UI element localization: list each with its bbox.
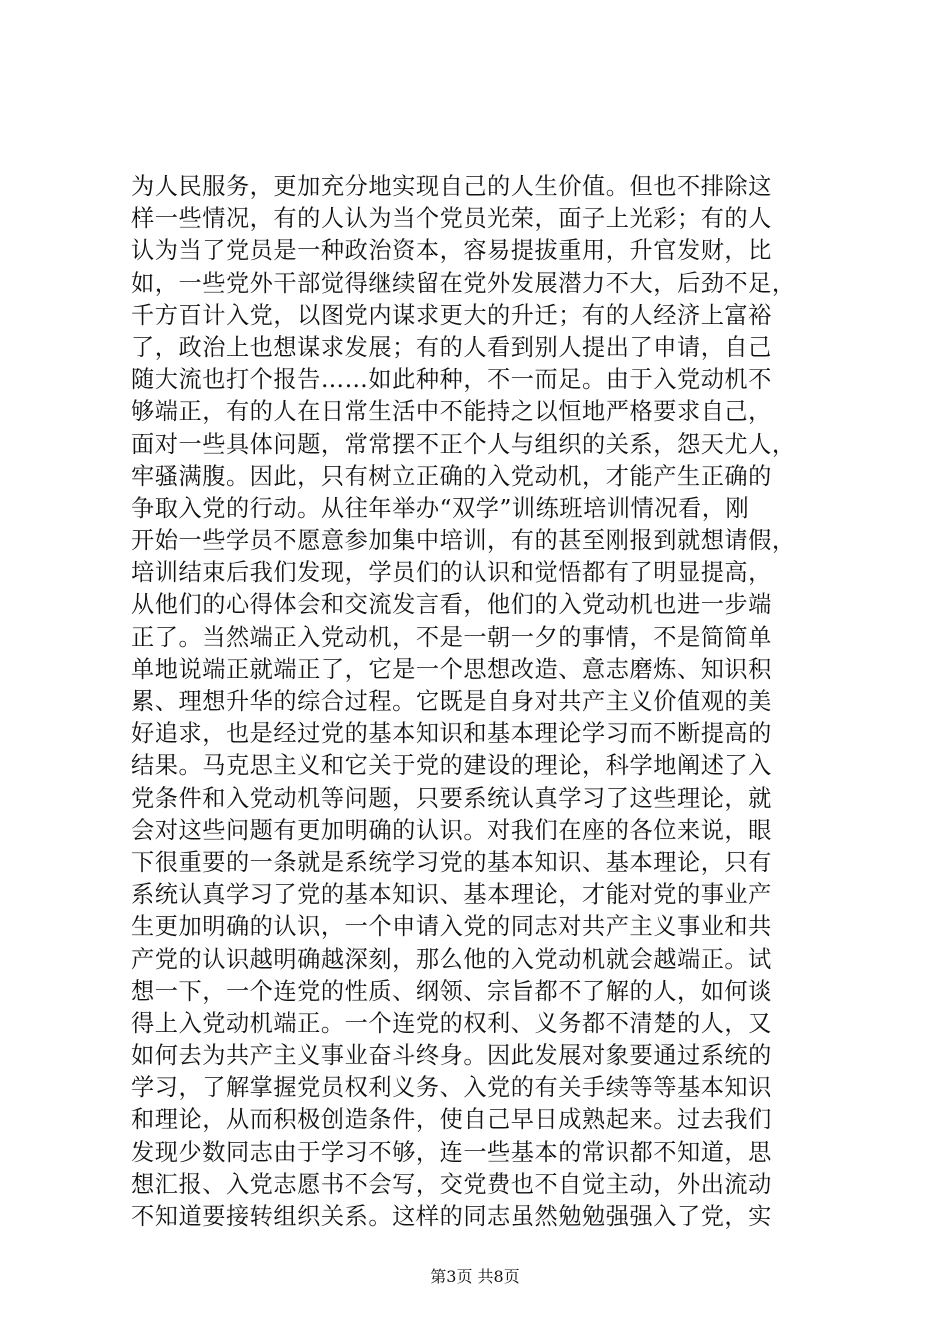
text-line: 正了。当然端正入党动机，不是一朝一夕的事情，不是简简单 [131,623,772,651]
text-line: 如，一些党外干部觉得继续留在党外发展潜力不大，后劲不足， [131,269,796,297]
text-line: 单地说端正就端正了，它是一个思想改造、意志磨炼、知识积 [131,655,772,683]
text-line: 千方百计入党，以图党内谋求更大的升迁；有的人经济上富裕 [131,301,772,329]
text-line: 学习，了解掌握党员权利义务、入党的有关手续等等基本知识 [131,1074,772,1102]
text-line: 想一下，一个连党的性质、纲领、宗旨都不了解的人，如何谈 [131,977,772,1005]
text-line: 下很重要的一条就是系统学习党的基本知识、基本理论，只有 [131,848,772,876]
text-line: 生更加明确的认识，一个申请入党的同志对共产主义事业和共 [131,913,772,941]
text-line: 开始一些学员不愿意参加集中培训，有的甚至刚报到就想请假， [131,527,796,555]
text-line: 从他们的心得体会和交流发言看，他们的入党动机也进一步端 [131,591,772,619]
text-line: 面对一些具体问题，常常摆不正个人与组织的关系，怨天尤人， [131,430,796,458]
text-line: 为人民服务，更加充分地实现自己的人生价值。但也不排除这 [131,173,772,200]
text-line: 累、理想升华的综合过程。它既是自身对共产主义价值观的美 [131,688,772,715]
text-line: 了，政治上也想谋求发展；有的人看到别人提出了申请，自己 [131,333,772,361]
text-line: 会对这些问题有更加明确的认识。对我们在座的各位来说，眼 [131,816,772,844]
text-line: 结果。马克思主义和它关于党的建设的理论，科学地阐述了入 [131,752,772,780]
text-line: 党条件和入党动机等问题，只要系统认真学习了这些理论，就 [131,784,772,812]
text-line: 争取入党的行动。从往年举办“双学”训练班培训情况看，刚 [131,494,750,522]
text-line: 认为当了党员是一种政治资本，容易提拔重用，升官发财，比 [131,237,772,265]
text-line: 不知道要接转组织关系。这样的同志虽然勉勉强强入了党，实 [131,1203,772,1230]
text-line: 样一些情况，有的人认为当个党员光荣，面子上光彩；有的人 [131,205,772,233]
text-line: 培训结束后我们发现，学员们的认识和觉悟都有了明显提高， [131,559,772,587]
text-line: 够端正，有的人在日常生活中不能持之以恒地严格要求自己， [131,398,772,426]
text-line: 好追求，也是经过党的基本知识和基本理论学习而不断提高的 [131,720,772,748]
text-line: 和理论，从而积极创造条件，使自己早日成熟起来。过去我们 [131,1106,772,1134]
page-footer [0,1267,950,1287]
text-line: 得上入党动机端正。一个连党的权利、义务都不清楚的人，又 [131,1009,772,1037]
text-line: 产党的认识越明确越深刻，那么他的入党动机就会越端正。试 [131,945,772,973]
text-line: 系统认真学习了党的基本知识、基本理论，才能对党的事业产 [131,881,772,909]
text-line: 如何去为共产主义事业奋斗终身。因此发展对象要通过系统的 [131,1042,772,1070]
text-line: 想汇报、入党志愿书不会写，交党费也不自觉主动，外出流动 [131,1170,772,1198]
text-line: 发现少数同志由于学习不够，连一些基本的常识都不知道，思 [131,1138,772,1166]
text-line: 牢骚满腹。因此，只有树立正确的入党动机，才能产生正确的 [131,462,772,490]
page-number-indicator: 第3页 共8页 [430,1267,520,1286]
text-line: 随大流也打个报告……如此种种，不一而足。由于入党动机不 [131,366,772,394]
body-text [131,171,831,1233]
